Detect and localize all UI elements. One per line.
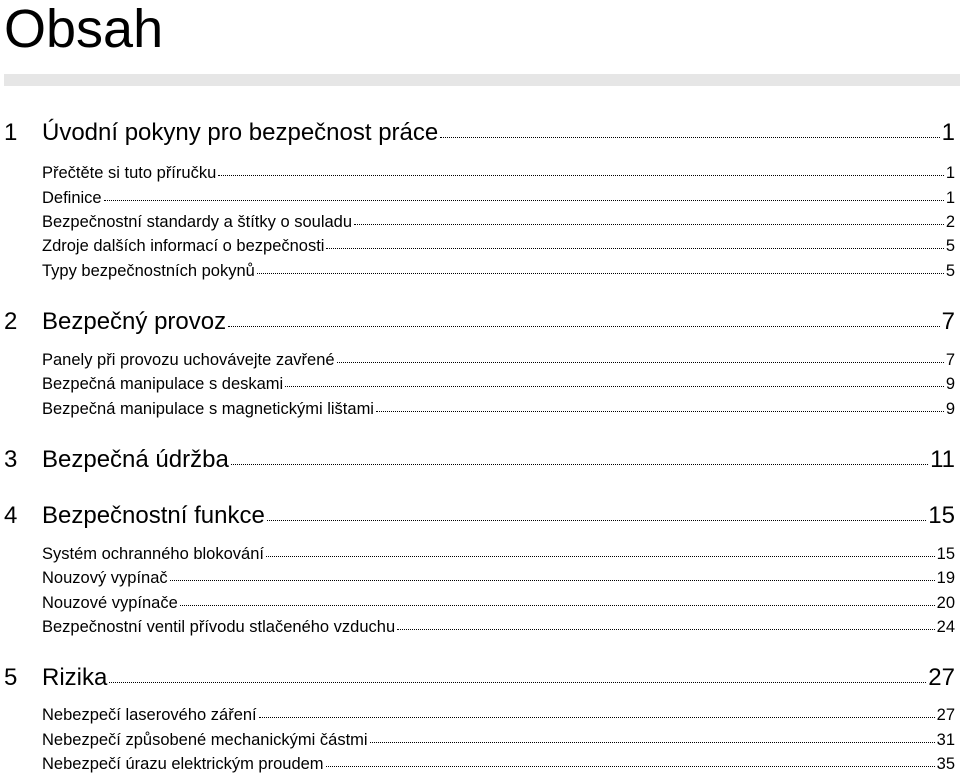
entry-title: Bezpečnostní ventil přívodu stlačeného vzduchu <box>42 618 396 636</box>
chapter-number: 3 <box>4 446 18 473</box>
page-number: 1 <box>945 164 955 182</box>
entry-title: Nebezpečí laserového záření <box>42 706 257 724</box>
page-number: 15 <box>936 545 955 563</box>
chapter-number: 4 <box>4 502 18 529</box>
dot-leader <box>376 411 944 412</box>
page-number: 19 <box>936 569 955 587</box>
chapter-title: Bezpečný provoz <box>42 308 227 335</box>
page-number: 5 <box>945 262 955 280</box>
entry-title: Typy bezpečnostních pokynů <box>42 262 255 280</box>
page-number: 9 <box>945 400 955 418</box>
dot-leader <box>104 200 944 201</box>
toc-entry[interactable] <box>0 755 955 774</box>
chapter-title: Bezpečnostní funkce <box>42 502 265 529</box>
page-number: 9 <box>945 375 955 393</box>
page-number: 1 <box>941 119 955 146</box>
title-divider <box>4 74 960 86</box>
dot-leader <box>257 273 944 274</box>
dot-leader <box>231 464 928 465</box>
page-number: 7 <box>945 351 955 369</box>
page-number: 31 <box>936 731 955 749</box>
entry-title: Bezpečná manipulace s deskami <box>42 375 284 393</box>
entry-title: Nouzový vypínač <box>42 569 168 587</box>
chapter-title: Úvodní pokyny pro bezpečnost práce <box>42 119 439 146</box>
entry-title: Přečtěte si tuto příručku <box>42 164 217 182</box>
dot-leader <box>170 580 935 581</box>
dot-leader <box>285 386 944 387</box>
chapter-number: 1 <box>4 119 18 146</box>
toc-entry[interactable] <box>0 237 955 256</box>
page-number: 5 <box>945 237 955 255</box>
entry-title: Nebezpečí způsobené mechanickými částmi <box>42 731 368 749</box>
toc-entry[interactable] <box>0 731 955 750</box>
dot-leader <box>397 629 935 630</box>
page-number: 20 <box>936 594 955 612</box>
page-number: 7 <box>941 308 955 335</box>
chapter-number: 2 <box>4 308 18 335</box>
page-number: 27 <box>928 664 955 691</box>
entry-title: Zdroje dalších informací o bezpečnosti <box>42 237 325 255</box>
dot-leader <box>354 224 944 225</box>
dot-leader <box>228 326 940 327</box>
dot-leader <box>109 682 926 683</box>
page-number: 1 <box>945 189 955 207</box>
dot-leader <box>370 742 935 743</box>
page-number: 2 <box>945 213 955 231</box>
toc-chapter-5[interactable] <box>0 664 955 692</box>
toc-entry[interactable] <box>0 400 955 419</box>
page-number: 35 <box>936 755 955 773</box>
entry-title: Bezpečnostní standardy a štítky o souladu <box>42 213 353 231</box>
dot-leader <box>267 520 926 521</box>
entry-title: Bezpečná manipulace s magnetickými lištami <box>42 400 374 418</box>
toc-entry[interactable] <box>0 569 955 588</box>
toc-chapter-4[interactable] <box>0 502 955 530</box>
dot-leader <box>266 556 935 557</box>
entry-title: Systém ochranného blokování <box>42 545 264 563</box>
toc-entry[interactable] <box>0 706 955 725</box>
dot-leader <box>180 605 935 606</box>
dot-leader <box>326 766 935 767</box>
toc-entry[interactable] <box>0 618 955 637</box>
toc-chapter-2[interactable] <box>0 308 955 336</box>
toc-entry[interactable] <box>0 594 955 613</box>
page-title: Obsah <box>4 0 164 59</box>
toc-entry[interactable] <box>0 164 955 183</box>
entry-title: Nebezpečí úrazu elektrickým proudem <box>42 755 324 773</box>
dot-leader <box>326 248 943 249</box>
page-number: 24 <box>936 618 955 636</box>
page-number: 11 <box>930 446 955 473</box>
toc-entry[interactable] <box>0 351 955 370</box>
chapter-title: Bezpečná údržba <box>42 446 229 473</box>
toc-entry[interactable] <box>0 189 955 208</box>
dot-leader <box>337 362 944 363</box>
entry-title: Panely při provozu uchovávejte zavřené <box>42 351 335 369</box>
page-number: 27 <box>936 706 955 724</box>
chapter-number: 5 <box>4 664 18 691</box>
toc-entry[interactable] <box>0 375 955 394</box>
toc-chapter-3[interactable] <box>0 446 955 474</box>
dot-leader <box>259 717 935 718</box>
toc-entry[interactable] <box>0 213 955 232</box>
page-number: 15 <box>928 502 955 529</box>
dot-leader <box>218 175 944 176</box>
toc-chapter-1[interactable] <box>0 119 955 147</box>
entry-title: Nouzové vypínače <box>42 594 178 612</box>
dot-leader <box>440 137 939 138</box>
toc-entry[interactable] <box>0 545 955 564</box>
toc-entry[interactable] <box>0 262 955 281</box>
entry-title: Definice <box>42 189 102 207</box>
chapter-title: Rizika <box>42 664 108 691</box>
